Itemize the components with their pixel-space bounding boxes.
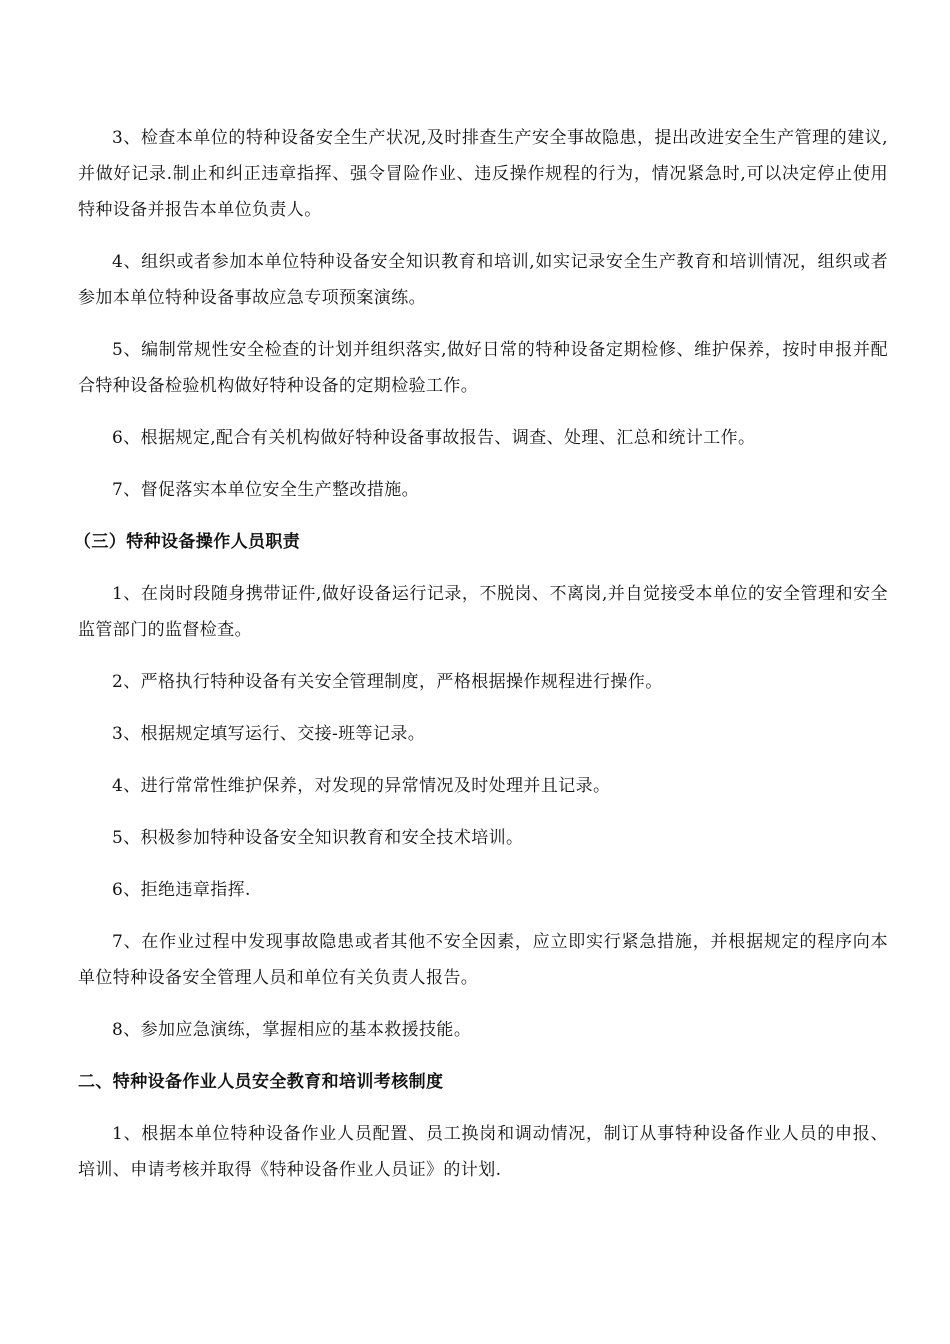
paragraph-training-1: 1、根据本单位特种设备作业人员配置、员工换岗和调动情况，制订从事特种设备作业人员的申报、培训、申请考核并取得《特种设备作业人员证》的计划. [78, 1124, 888, 1180]
paragraph-operator-3: 3、根据规定填写运行、交接-班等记录。 [112, 724, 426, 744]
paragraph-item-6-accident-report: 6、根据规定,配合有关机构做好特种设备事故报告、调查、处理、汇总和统计工作。 [112, 428, 756, 448]
paragraph-item-3-inspect: 3、检查本单位的特种设备安全生产状况,及时排查生产安全事故隐患，提出改进安全生产管理的建议,并做好记录.制止和纠正违章指挥、强令冒险作业、违反操作规程的行为，情况紧急时,可以决定停止使用特种设备并报告本单位负责人。 [78, 128, 888, 220]
paragraph-operator-7: 7、在作业过程中发现事故隐患或者其他不安全因素，应立即实行紧急措施，并根据规定的程序向本单位特种设备安全管理人员和单位有关负责人报告。 [78, 932, 888, 988]
paragraph-operator-6: 6、拒绝违章指挥. [112, 880, 251, 900]
paragraph-item-4-training: 4、组织或者参加本单位特种设备安全知识教育和培训,如实记录安全生产教育和培训情况，组织或者参加本单位特种设备事故应急专项预案演练。 [78, 252, 888, 308]
paragraph-item-5-inspection-plan: 5、编制常规性安全检查的计划并组织落实,做好日常的特种设备定期检修、维护保养，按时申报并配合特种设备检验机构做好特种设备的定期检验工作。 [78, 340, 888, 396]
paragraph-item-7-rectification: 7、督促落实本单位安全生产整改措施。 [112, 480, 420, 500]
paragraph-operator-8: 8、参加应急演练，掌握相应的基本救援技能。 [112, 1020, 472, 1040]
section-heading-operator-duties: （三）特种设备操作人员职责 [74, 532, 301, 552]
paragraph-operator-4: 4、进行常常性维护保养，对发现的异常情况及时处理并且记录。 [112, 776, 611, 796]
paragraph-operator-2: 2、严格执行特种设备有关安全管理制度，严格根据操作规程进行操作。 [112, 672, 663, 692]
section-heading-training-system: 二、特种设备作业人员安全教育和培训考核制度 [78, 1072, 444, 1092]
document-body [74, 120, 888, 1204]
paragraph-operator-5: 5、积极参加特种设备安全知识教育和安全技术培训。 [112, 828, 524, 848]
paragraph-operator-1: 1、在岗时段随身携带证件,做好设备运行记录，不脱岗、不离岗,并自觉接受本单位的安全管理和安全监管部门的监督检查。 [78, 584, 888, 640]
